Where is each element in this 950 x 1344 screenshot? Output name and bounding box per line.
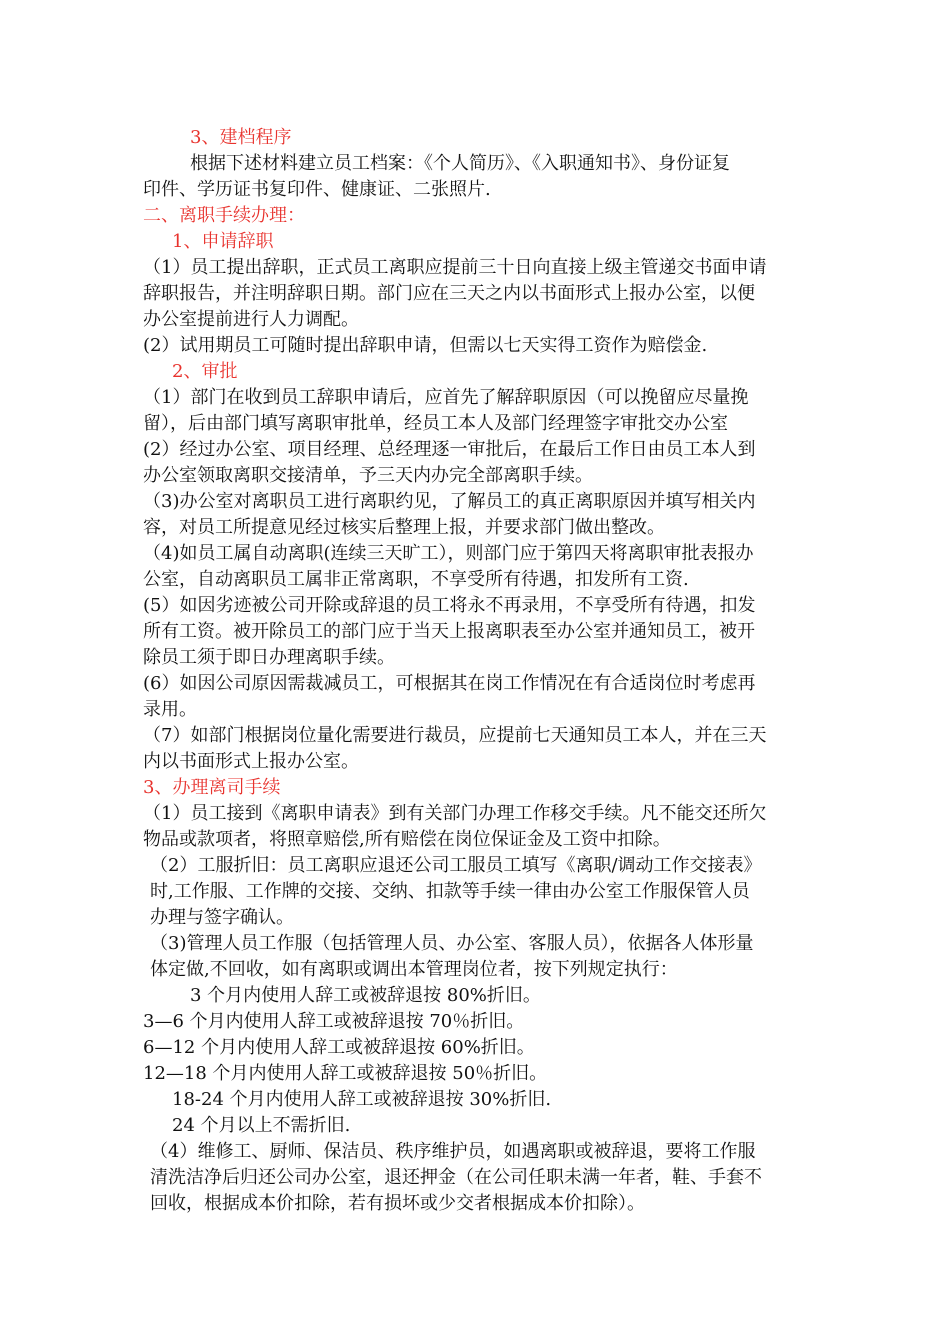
paragraph-line: 除员工须于即日办理离职手续。: [143, 647, 395, 668]
paragraph-line: (6）如因公司原因需裁减员工，可根据其在岗工作情况在有合适岗位时考虑再: [143, 673, 756, 694]
paragraph-line: （1）员工接到《离职申请表》到有关部门办理工作移交手续。凡不能交还所欠: [143, 803, 767, 824]
paragraph-line: (2）经过办公室、项目经理、总经理逐一审批后，在最后工作日由员工本人到: [143, 439, 756, 460]
depreciation-rule: 3 个月内使用人辞工或被辞退按 80%折旧。: [190, 985, 541, 1006]
depreciation-rule: 24 个月以上不需折旧.: [172, 1115, 351, 1136]
paragraph-line: 录用。: [143, 699, 197, 720]
paragraph-line: 根据下述材料建立员工档案：《个人简历》、《入职通知书》、身份证复: [190, 153, 730, 174]
paragraph-line: 容，对员工所提意见经过核实后整理上报，并要求部门做出整改。: [143, 517, 665, 538]
paragraph-line: （4)如员工属自动离职(连续三天旷工），则部门应于第四天将离职审批表报办: [143, 543, 754, 564]
paragraph-line: （1）部门在收到员工辞职申请后，应首先了解辞职原因（可以挽留应尽量挽: [143, 387, 749, 408]
paragraph-line: 回收，根据成本价扣除，若有损坏或少交者根据成本价扣除）。: [150, 1193, 645, 1214]
paragraph-line: 时,工作服、工作牌的交接、交纳、扣款等手续一律由办公室工作服保管人员: [150, 881, 750, 902]
subsection-heading-approval: 2、审批: [172, 361, 238, 382]
paragraph-line: 体定做,不回收，如有离职或调出本管理岗位者，按下列规定执行：: [150, 959, 678, 980]
paragraph-line: 内以书面形式上报办公室。: [143, 751, 359, 772]
subsection-heading-apply: 1、申请辞职: [172, 231, 274, 252]
depreciation-rule: 6—12 个月内使用人辞工或被辞退按 60%折旧。: [143, 1037, 535, 1058]
paragraph-line: （3)办公室对离职员工进行离职约见，了解员工的真正离职原因并填写相关内: [143, 491, 756, 512]
paragraph-line: 印件、学历证书复印件、健康证、二张照片.: [143, 179, 491, 200]
paragraph-line: （1）员工提出辞职，正式员工离职应提前三十日向直接上级主管递交书面申请: [143, 257, 767, 278]
section-heading-archiving: 3、建档程序: [190, 127, 292, 148]
paragraph-line: 办公室提前进行人力调配。: [143, 309, 359, 330]
subsection-heading-exit: 3、办理离司手续: [143, 777, 281, 798]
depreciation-rule: 3—6 个月内使用人辞工或被辞退按 70％折旧。: [143, 1011, 525, 1032]
paragraph-line: (2）试用期员工可随时提出辞职申请，但需以七天实得工资作为赔偿金.: [143, 335, 708, 356]
paragraph-line: 公室，自动离职员工属非正常离职，不享受所有待遇，扣发所有工资.: [143, 569, 689, 590]
paragraph-line: 留），后由部门填写离职审批单，经员工本人及部门经理签字审批交办公室: [143, 413, 728, 434]
paragraph-line: 辞职报告，并注明辞职日期。部门应在三天之内以书面形式上报办公室，以便: [143, 283, 755, 304]
paragraph-line: （3)管理人员工作服（包括管理人员、办公室、客服人员），依据各人体形量: [150, 933, 754, 954]
paragraph-line: 物品或款项者，将照章赔偿,所有赔偿在岗位保证金及工资中扣除。: [143, 829, 671, 850]
depreciation-rule: 12—18 个月内使用人辞工或被辞退按 50％折旧。: [143, 1063, 548, 1084]
paragraph-line: 办理与签字确认。: [150, 907, 294, 928]
paragraph-line: （7）如部门根据岗位量化需要进行裁员，应提前七天通知员工本人，并在三天: [143, 725, 767, 746]
paragraph-line: （4）维修工、厨师、保洁员、秩序维护员，如遇离职或被辞退，要将工作服: [150, 1141, 756, 1162]
paragraph-line: 办公室领取离职交接清单，予三天内办完全部离职手续。: [143, 465, 593, 486]
paragraph-line: 所有工资。被开除员工的部门应于当天上报离职表至办公室并通知员工，被开: [143, 621, 755, 642]
paragraph-line: （2）工服折旧：员工离职应退还公司工服员工填写《离职/调动工作交接表》: [150, 855, 762, 876]
paragraph-line: (5）如因劣迹被公司开除或辞退的员工将永不再录用，不享受所有待遇，扣发: [143, 595, 756, 616]
paragraph-line: 清洗洁净后归还公司办公室，退还押金（在公司任职未满一年者，鞋、手套不: [150, 1167, 762, 1188]
depreciation-rule: 18-24 个月内使用人辞工或被辞退按 30%折旧.: [172, 1089, 552, 1110]
section-heading-resignation: 二、离职手续办理：: [143, 205, 305, 226]
